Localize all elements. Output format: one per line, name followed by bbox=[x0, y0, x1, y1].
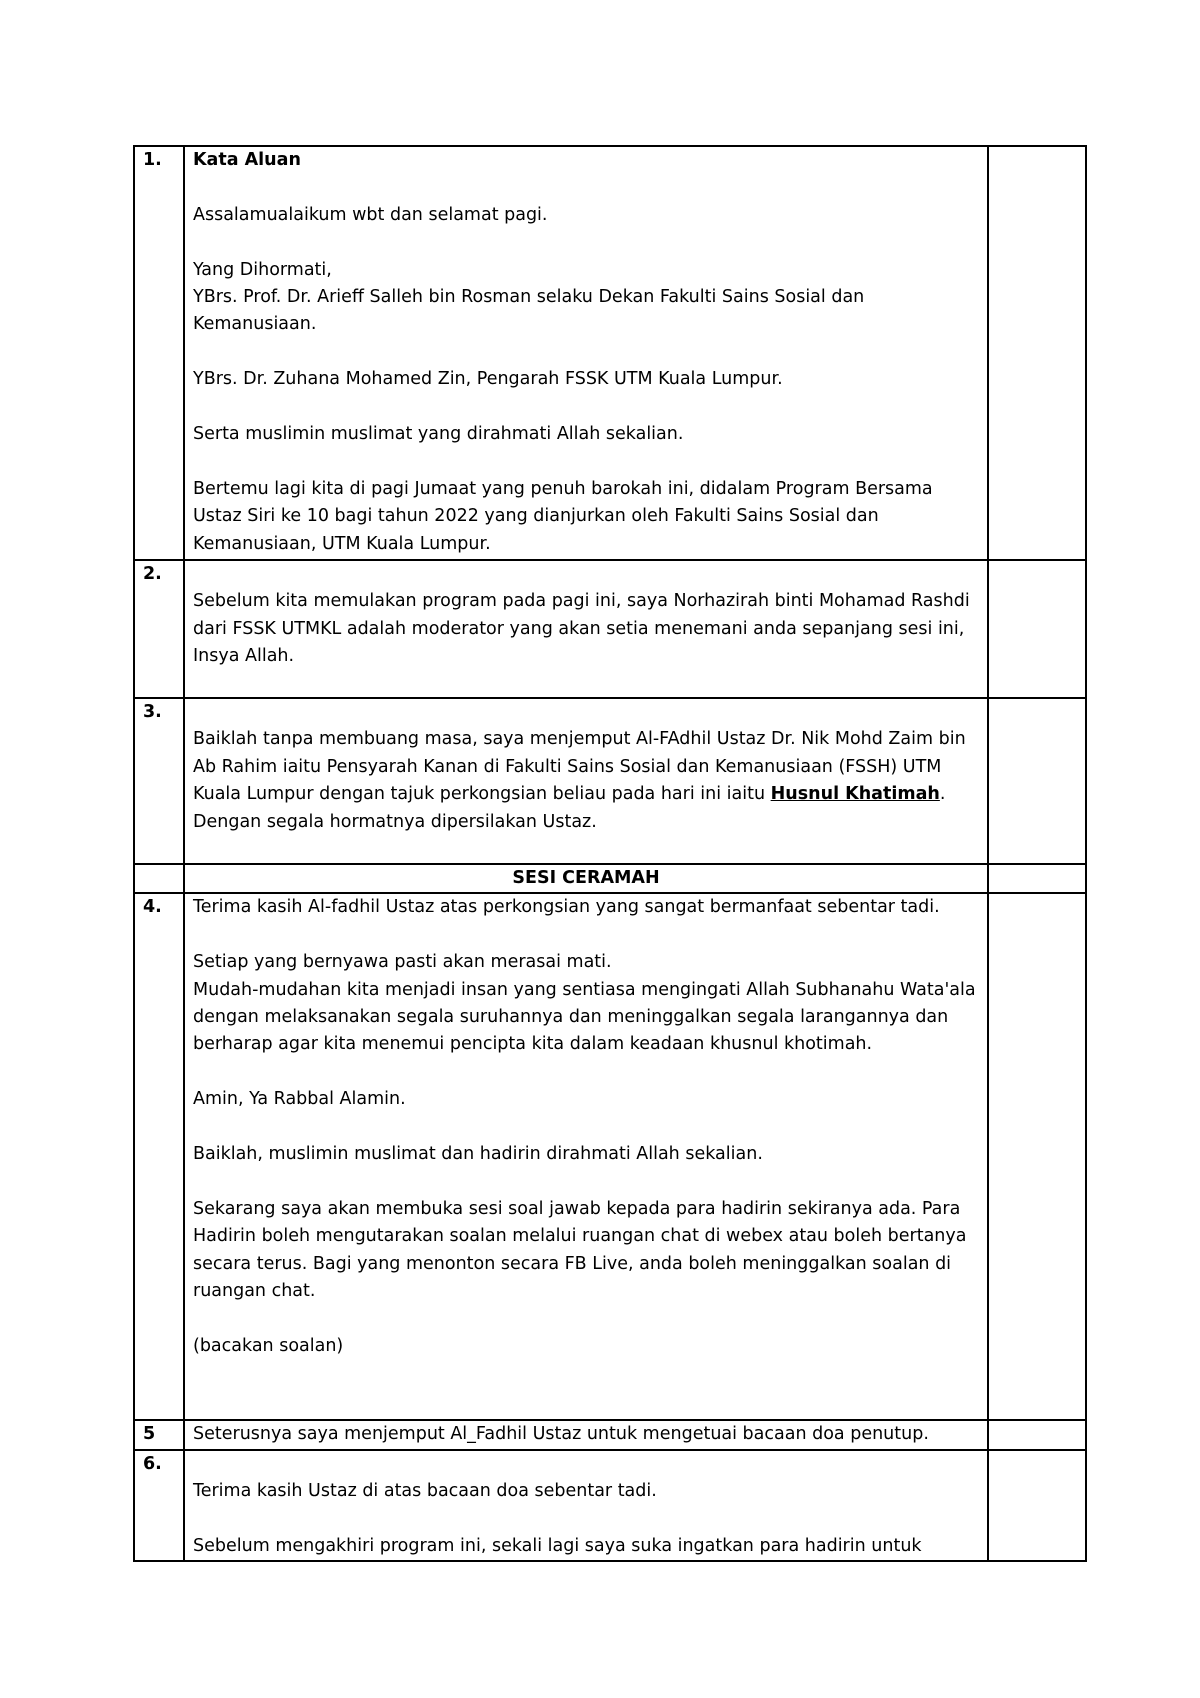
section-heading: SESI CERAMAH bbox=[184, 864, 988, 893]
row-number: 2. bbox=[134, 560, 184, 698]
remarks-cell bbox=[988, 893, 1086, 1420]
moderator-script-table bbox=[133, 145, 1087, 1562]
paragraph: Seterusnya saya menjemput Al_Fadhil Ustaz untuk mengetuai bacaan doa penutup. bbox=[193, 1424, 929, 1445]
row-content bbox=[184, 1450, 988, 1562]
row-number: 5 bbox=[134, 1420, 184, 1449]
paragraph: Bertemu lagi kita di pagi Jumaat yang penuh barokah ini, didalam Program Bersama Ustaz Siri ke 10 bagi tahun 2022 yang dianjurkan oleh Fakulti Sains Sosial dan Kemanusiaan, UTM Kuala Lumpur. bbox=[193, 478, 939, 554]
table-row bbox=[134, 560, 1086, 698]
row-number: 1. bbox=[134, 146, 184, 560]
row-number: 4. bbox=[134, 893, 184, 1420]
paragraph: Terima kasih Al-fadhil Ustaz atas perkongsian yang sangat bermanfaat sebentar tadi. bbox=[193, 897, 940, 918]
paragraph: Yang Dihormati, bbox=[193, 259, 332, 280]
paragraph: Assalamualaikum wbt dan selamat pagi. bbox=[193, 204, 548, 225]
section-title: Kata Aluan bbox=[193, 150, 301, 170]
table-row bbox=[134, 698, 1086, 864]
talk-title: Husnul Khatimah bbox=[770, 784, 940, 805]
row-number: 6. bbox=[134, 1450, 184, 1562]
paragraph: Mudah-mudahan kita menjadi insan yang sentiasa mengingati Allah Subhanahu Wata'ala dengan melaksanakan segala suruhannya dan meninggalkan segala larangannya dan berharap agar kita menemui pencipta kita dalam keadaan khusnul khotimah. bbox=[193, 979, 982, 1055]
row-number bbox=[134, 864, 184, 893]
remarks-cell bbox=[988, 146, 1086, 560]
text-run: . Dengan segala hormatnya dipersilakan Ustaz. bbox=[193, 784, 952, 832]
table-row bbox=[134, 146, 1086, 560]
remarks-cell bbox=[988, 1450, 1086, 1562]
paragraph: Serta muslimin muslimat yang dirahmati Allah sekalian. bbox=[193, 424, 684, 444]
row-content bbox=[184, 1420, 988, 1449]
row-content bbox=[184, 146, 988, 560]
table-row bbox=[134, 893, 1086, 1420]
paragraph: Amin, Ya Rabbal Alamin. bbox=[193, 1089, 406, 1110]
paragraph: (bacakan soalan) bbox=[193, 1335, 344, 1356]
row-number: 3. bbox=[134, 698, 184, 864]
paragraph bbox=[193, 726, 979, 836]
remarks-cell bbox=[988, 864, 1086, 893]
row-content bbox=[184, 698, 988, 864]
paragraph: Terima kasih Ustaz di atas bacaan doa sebentar tadi. bbox=[193, 1481, 657, 1502]
row-content bbox=[184, 560, 988, 698]
paragraph: YBrs. Dr. Zuhana Mohamed Zin, Pengarah FSSK UTM Kuala Lumpur. bbox=[193, 369, 783, 390]
remarks-cell bbox=[988, 560, 1086, 698]
paragraph: Sebelum kita memulakan program pada pagi ini, saya Norhazirah binti Mohamad Rashdi dari FSSK UTMKL adalah moderator yang akan setia menemani anda sepanjang sesi ini, Insya Allah. bbox=[193, 591, 976, 667]
paragraph: Sebelum mengakhiri program ini, sekali lagi saya suka ingatkan para hadirin untuk bbox=[193, 1536, 922, 1556]
text-run: Baiklah tanpa membuang masa, saya menjemput Al-FAdhil Ustaz Dr. Nik Mohd Zaim bin Ab Rahim iaitu Pensyarah Kanan di Fakulti Sains Sosial dan Kemanusiaan (FSSH) UTM Kuala Lumpur dengan tajuk perkongsian beliau pada hari ini iaitu bbox=[193, 729, 972, 805]
row-content bbox=[184, 893, 988, 1420]
paragraph: Sekarang saya akan membuka sesi soal jawab kepada para hadirin sekiranya ada. Para Hadirin boleh mengutarakan soalan melalui ruangan chat di webex atau boleh bertanya secara terus. Bagi yang menonton secara FB Live, anda boleh meninggalkan soalan di ruangan chat. bbox=[193, 1198, 973, 1302]
remarks-cell bbox=[988, 698, 1086, 864]
table-row bbox=[134, 864, 1086, 893]
paragraph: Setiap yang bernyawa pasti akan merasai mati. bbox=[193, 952, 612, 973]
remarks-cell bbox=[988, 1420, 1086, 1449]
table-row bbox=[134, 1420, 1086, 1449]
paragraph: Baiklah, muslimin muslimat dan hadirin dirahmati Allah sekalian. bbox=[193, 1144, 763, 1165]
table-row bbox=[134, 1450, 1086, 1562]
paragraph: YBrs. Prof. Dr. Arieff Salleh bin Rosman selaku Dekan Fakulti Sains Sosial dan Kemanusiaan. bbox=[193, 287, 870, 335]
